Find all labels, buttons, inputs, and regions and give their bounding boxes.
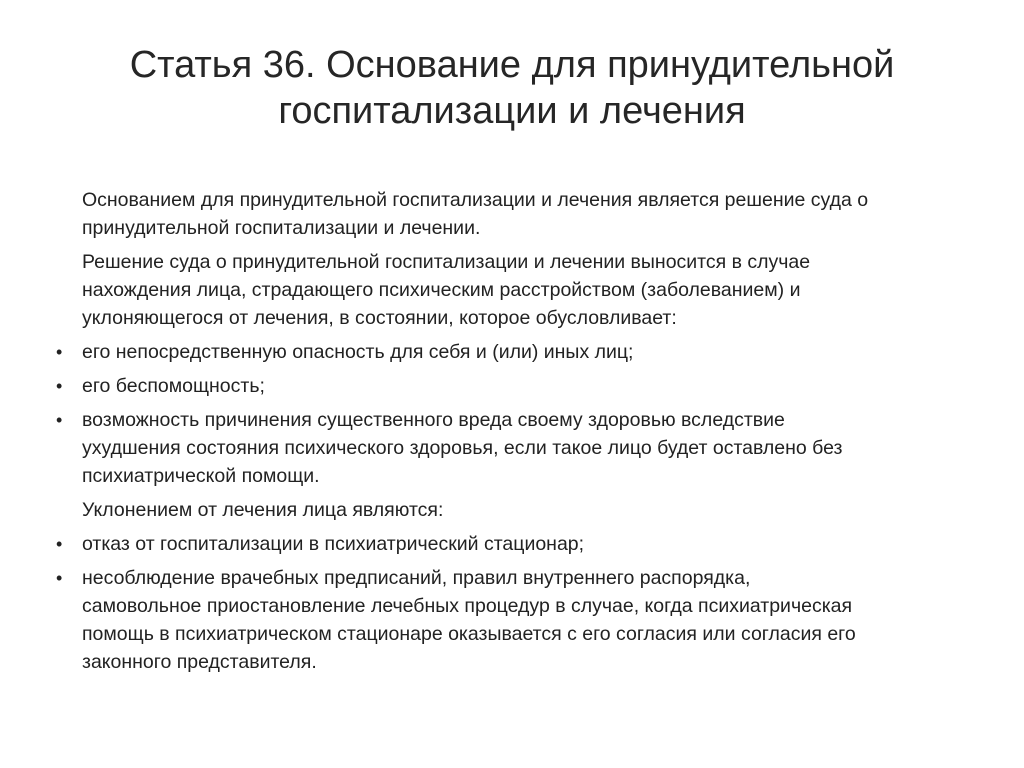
text-line: нахождения лица, страдающего психическим расстройством (заболеванием) и <box>82 279 801 301</box>
paragraph <box>56 248 956 332</box>
bullet-item <box>56 372 956 400</box>
bullet-icon: • <box>56 376 63 396</box>
slide-title-line-1: Статья 36. Основание для принудительной <box>129 44 895 86</box>
bullet-icon: • <box>56 568 63 588</box>
text-line: его беспомощность; <box>82 375 265 397</box>
bullet-icon: • <box>56 410 63 430</box>
text-line: помощь в психиатрическом стационаре оказывается с его согласия или согласия его <box>82 623 856 645</box>
text-line: уклоняющегося от лечения, в состоянии, которое обусловливает: <box>82 307 677 329</box>
slide-body <box>56 186 956 682</box>
text-line: Основанием для принудительной госпитализации и лечения является решение суда о <box>82 189 869 211</box>
bullet-item <box>56 338 956 366</box>
bullet-icon: • <box>56 534 63 554</box>
bullet-item <box>56 564 956 676</box>
text-line: возможность причинения существенного вреда своему здоровью вследствие <box>82 409 785 431</box>
paragraph <box>56 186 956 242</box>
text-line: самовольное приостановление лечебных процедур в случае, когда психиатрическая <box>82 595 853 617</box>
text-line: Решение суда о принудительной госпитализации и лечении выносится в случае <box>82 251 811 273</box>
bullet-icon: • <box>56 342 63 362</box>
slide-title <box>100 42 924 134</box>
text-line: его непосредственную опасность для себя и (или) иных лиц; <box>82 341 634 363</box>
paragraph <box>56 496 956 524</box>
text-line: принудительной госпитализации и лечении. <box>82 217 481 239</box>
text-line: несоблюдение врачебных предписаний, правил внутреннего распорядка, <box>82 567 751 589</box>
text-line: Уклонением от лечения лица являются: <box>82 499 444 521</box>
text-line: ухудшения состояния психического здоровья, если такое лицо будет оставлено без <box>82 437 843 459</box>
text-line: отказ от госпитализации в психиатрический стационар; <box>82 533 585 555</box>
slide-title-line-2: госпитализации и лечения <box>278 90 746 132</box>
text-line: законного представителя. <box>82 651 317 673</box>
text-line: психиатрической помощи. <box>82 465 320 487</box>
bullet-item <box>56 406 956 490</box>
bullet-item <box>56 530 956 558</box>
